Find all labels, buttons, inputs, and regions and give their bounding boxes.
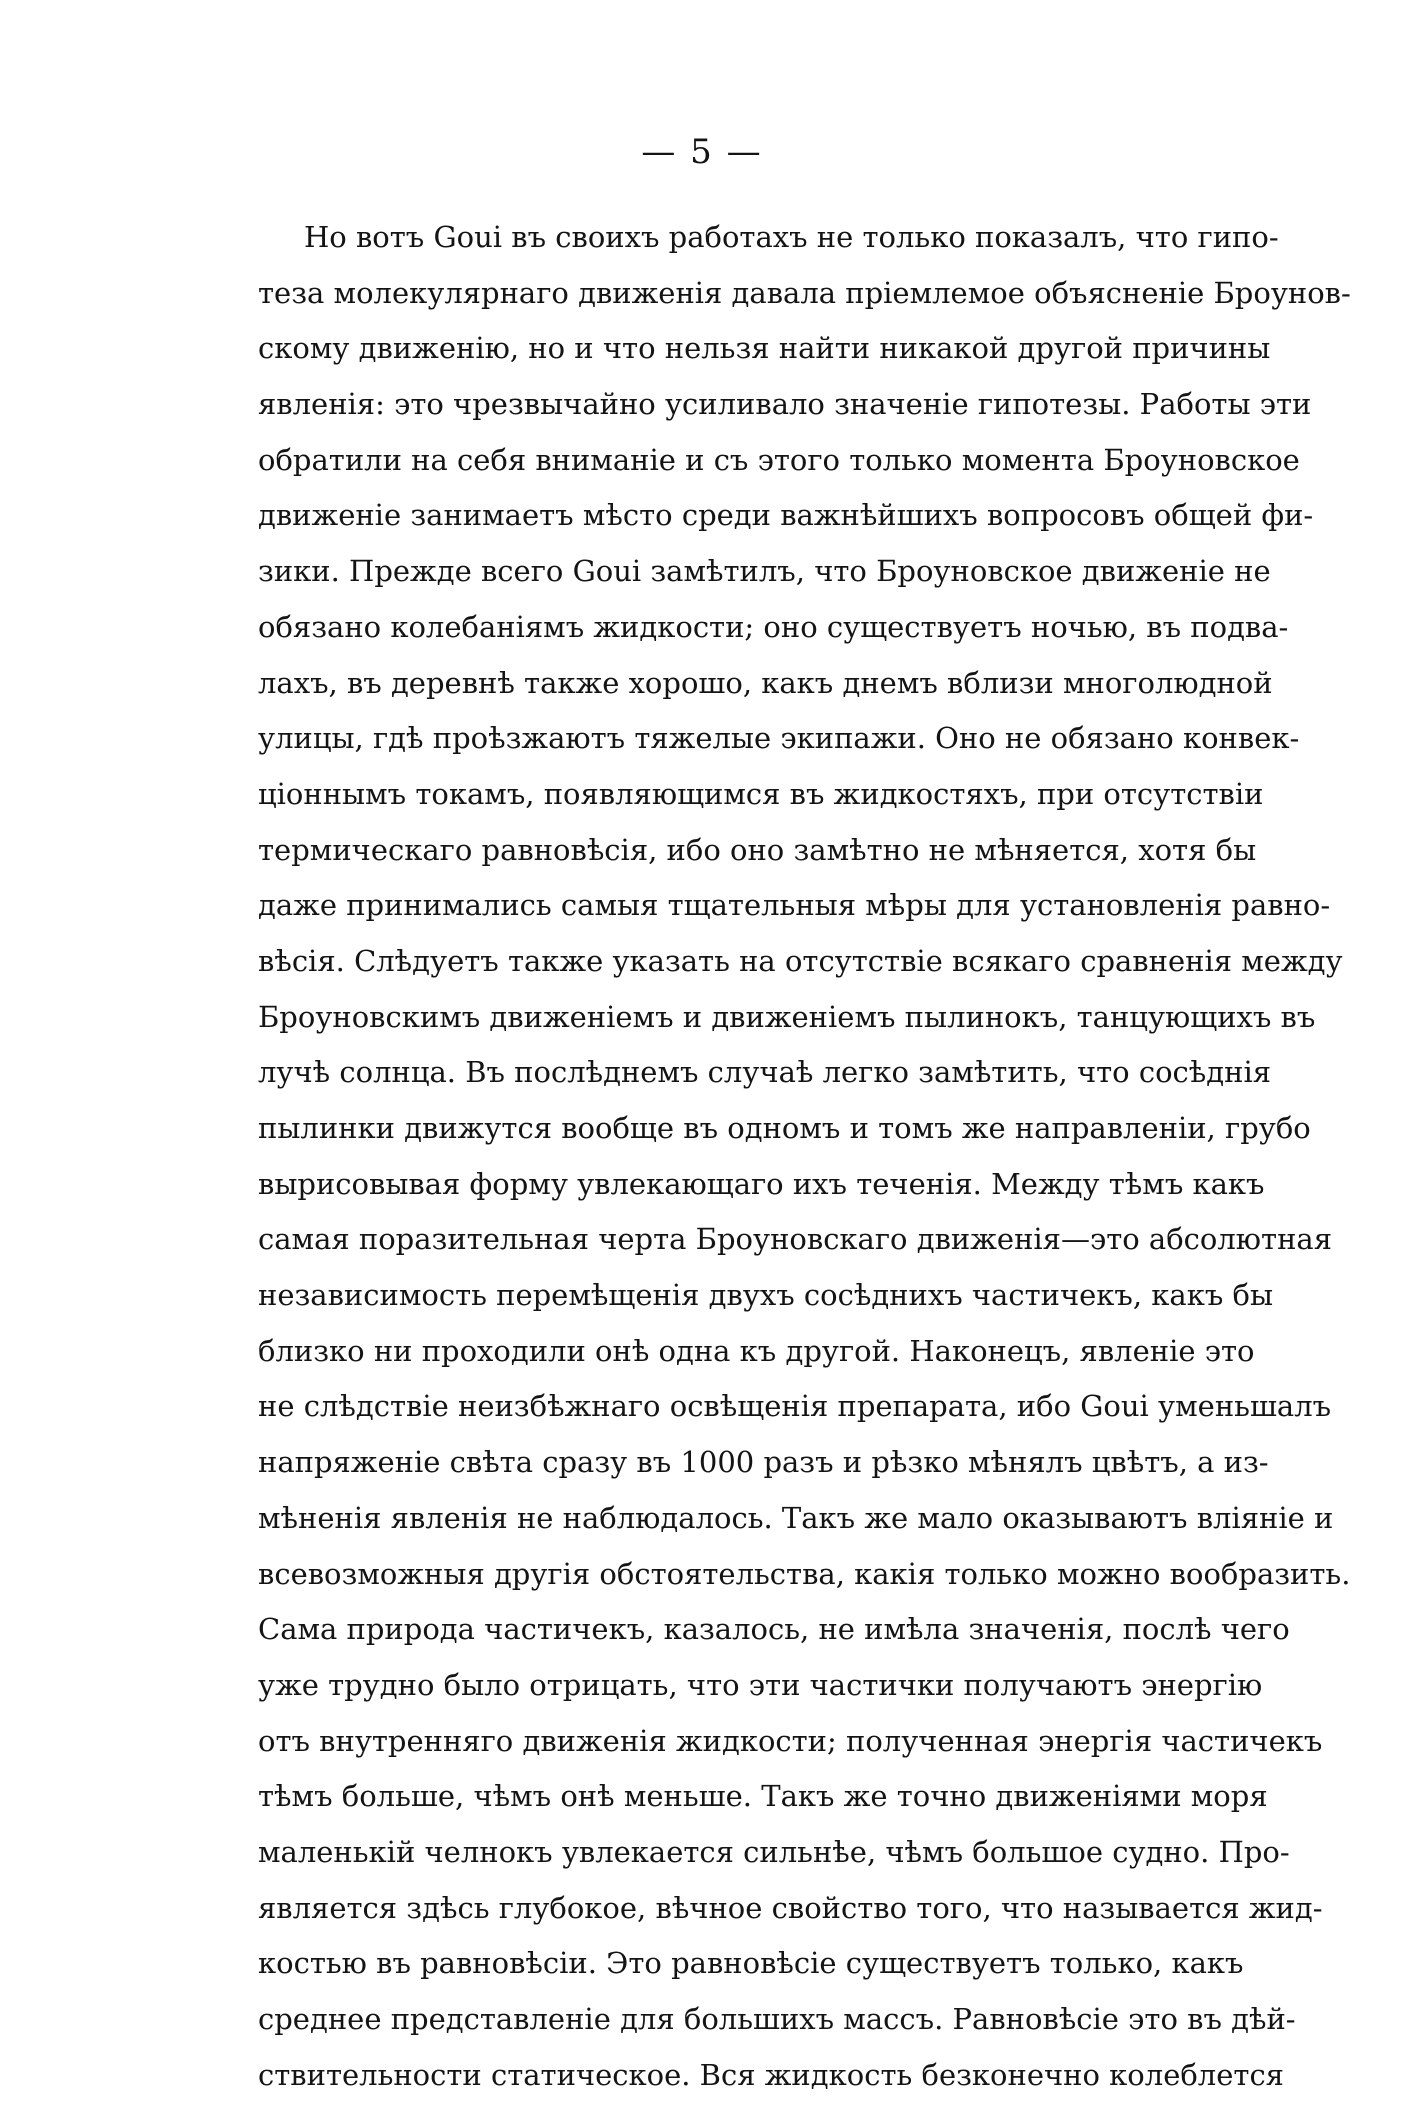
text-line: явленія: это чрезвычайно усиливало значеніе гипотезы. Работы эти	[258, 387, 1312, 422]
text-line: обратили на себя вниманіе и съ этого только момента Броуновское	[258, 442, 1300, 477]
text-line: движеніе занимаетъ мѣсто среди важнѣйшихъ вопросовъ общей фи-	[258, 498, 1314, 533]
text-line: мѣненія явленія не наблюдалось. Такъ же мало оказываютъ вліяніе и	[258, 1500, 1334, 1535]
text-line: обязано колебаніямъ жидкости; оно существуетъ ночью, въ подва-	[258, 609, 1289, 644]
text-line: Сама природа частичекъ, казалось, не имѣла значенія, послѣ чего	[258, 1612, 1290, 1647]
text-line: уже трудно было отрицать, что эти частички получаютъ энергію	[258, 1667, 1263, 1702]
text-line: вѣсія. Слѣдуетъ также указать на отсутствіе всякаго сравненія между	[258, 943, 1343, 978]
text-line: близко ни проходили онѣ одна къ другой. Наконецъ, явленіе это	[258, 1333, 1255, 1368]
text-line: улицы, гдѣ проѣзжаютъ тяжелые экипажи. Оно не обязано конвек-	[258, 721, 1300, 756]
text-line: Но вотъ Gouі въ своихъ работахъ не только показалъ, что гипо-	[304, 220, 1279, 254]
text-line: маленькій челнокъ увлекается сильнѣе, чѣмъ большое судно. Про-	[258, 1834, 1290, 1869]
text-line: зики. Прежде всего Gouі замѣтилъ, что Броуновское движеніе не	[258, 554, 1271, 589]
body-text	[258, 210, 1351, 2103]
text-line: не слѣдствіе неизбѣжнаго освѣщенія препарата, ибо Gouі уменьшалъ	[258, 1389, 1332, 1424]
text-line: является здѣсь глубокое, вѣчное свойство того, что называется жид-	[258, 1890, 1323, 1925]
text-line: пылинки движутся вообще въ одномъ и томъ же направленіи, грубо	[258, 1111, 1311, 1145]
text-line: отъ внутренняго движенія жидкости; полученная энергія частичекъ	[258, 1723, 1323, 1758]
text-line: вырисовывая форму увлекающаго ихъ теченія. Между тѣмъ какъ	[258, 1166, 1265, 1201]
text-line: теза молекулярнаго движенія давала пріемлемое объясненіе Броунов-	[258, 275, 1351, 310]
text-line: самая поразительная черта Броуновскаго движенія—это абсолютная	[258, 1222, 1333, 1257]
text-line: всевозможныя другія обстоятельства, какія только можно вообразить.	[258, 1556, 1351, 1591]
page-number: — 5 —	[641, 132, 763, 172]
text-line: Броуновскимъ движеніемъ и движеніемъ пылинокъ, танцующихъ въ	[258, 999, 1316, 1034]
text-line: напряженіе свѣта сразу въ 1000 разъ и рѣзко мѣнялъ цвѣтъ, а из-	[258, 1445, 1269, 1480]
text-line: независимость перемѣщенія двухъ сосѣднихъ частичекъ, какъ бы	[258, 1278, 1274, 1313]
text-line: костью въ равновѣсіи. Это равновѣсіе существуетъ только, какъ	[258, 1946, 1244, 1981]
text-line: тѣмъ больше, чѣмъ онѣ меньше. Такъ же точно движеніями моря	[258, 1779, 1268, 1814]
text-line: ціоннымъ токамъ, появляющимся въ жидкостяхъ, при отсутствіи	[258, 776, 1264, 811]
text-line: ствительности статическое. Вся жидкость безконечно колеблется	[258, 2057, 1284, 2092]
text-line: лахъ, въ деревнѣ также хорошо, какъ днемъ вблизи многолюдной	[258, 665, 1273, 700]
text-line: скому движенію, но и что нельзя найти никакой другой причины	[258, 331, 1271, 366]
text-line: термическаго равновѣсія, ибо оно замѣтно не мѣняется, хотя бы	[258, 832, 1257, 867]
text-line: даже принимались самыя тщательныя мѣры для установленія равно-	[258, 888, 1331, 923]
text-line: лучѣ солнца. Въ послѣднемъ случаѣ легко замѣтить, что сосѣднія	[258, 1055, 1272, 1090]
text-line: среднее представленіе для большихъ массъ. Равновѣсіе это въ дѣй-	[258, 2002, 1296, 2036]
